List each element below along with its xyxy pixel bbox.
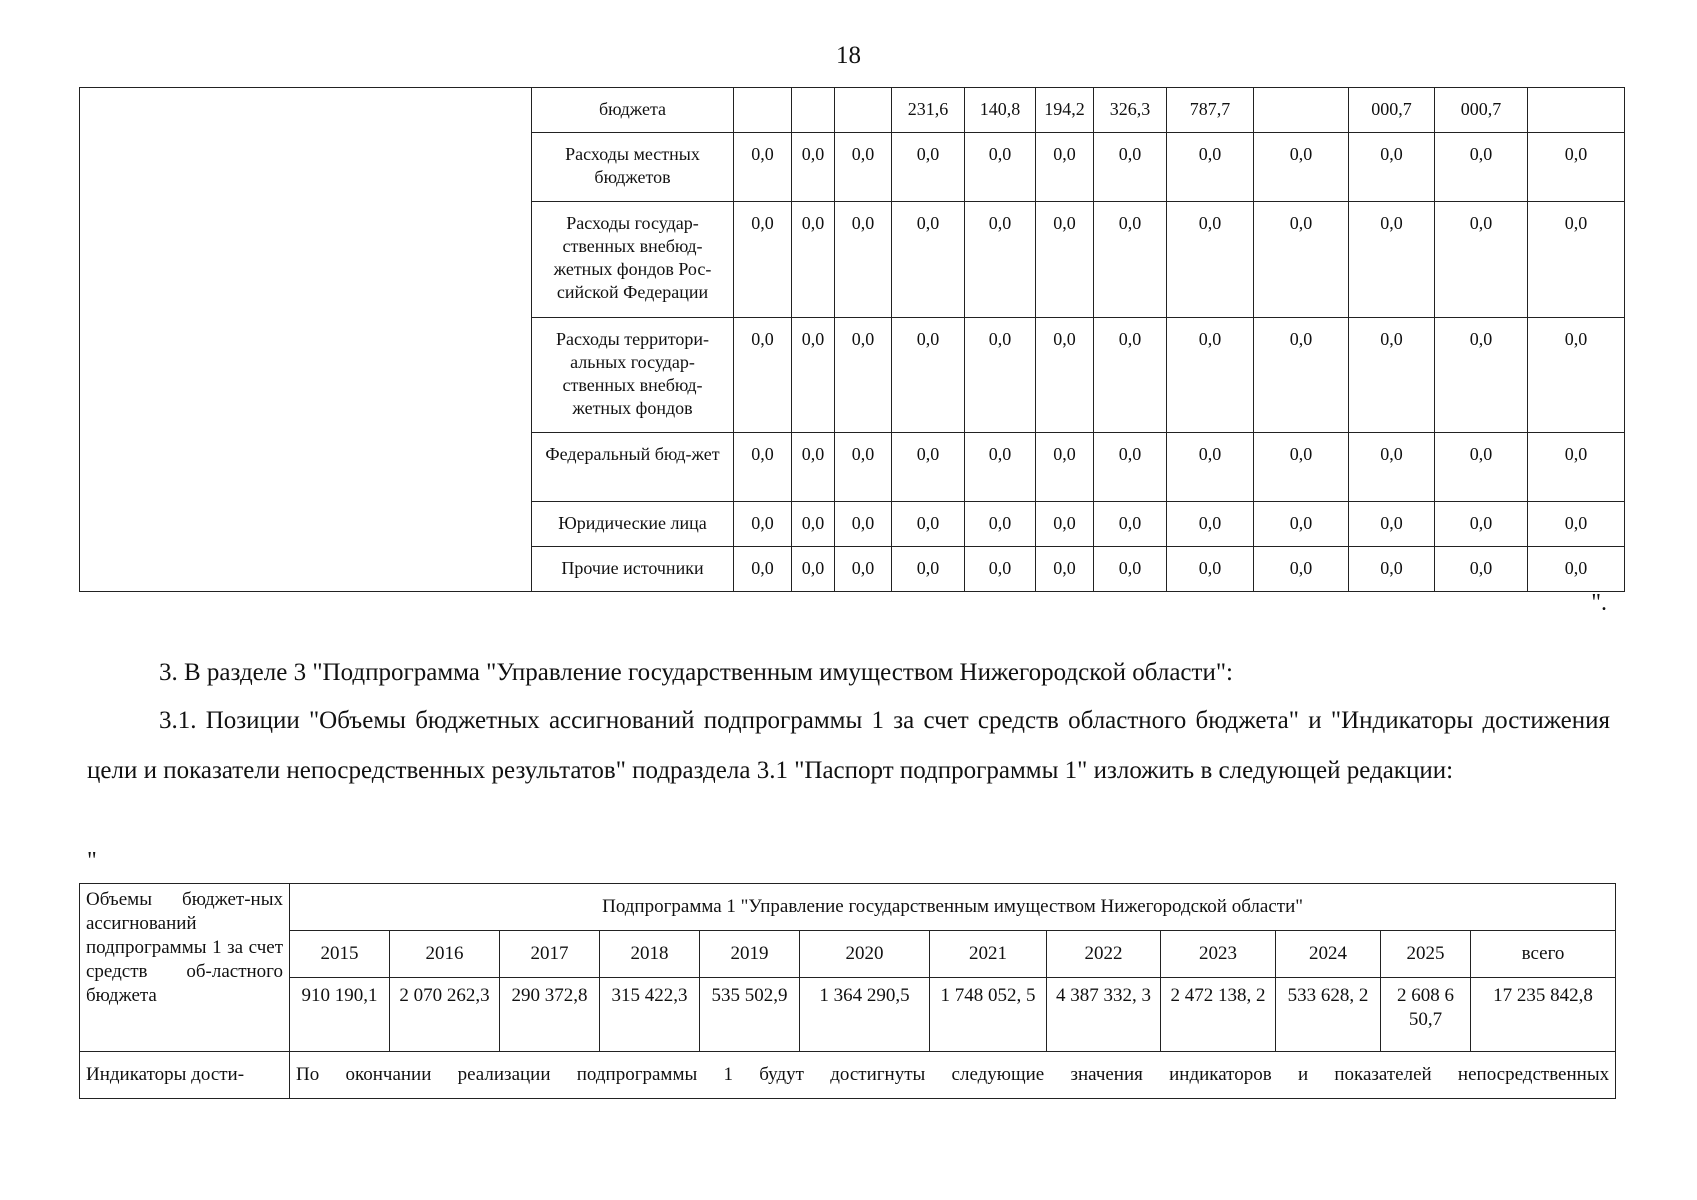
budget-total-value: 17 235 842,8 xyxy=(1471,978,1616,1052)
cell: 0,0 xyxy=(1167,318,1254,433)
cell: 0,0 xyxy=(1036,318,1094,433)
row-label: Расходы государ-ственных внебюд-жетных фондов Рос-сийской Федерации xyxy=(532,202,734,318)
cell: 0,0 xyxy=(792,318,835,433)
cell: 0,0 xyxy=(1036,502,1094,547)
cell: 0,0 xyxy=(1094,547,1167,592)
cell: 0,0 xyxy=(965,133,1036,202)
table-row xyxy=(80,931,1616,978)
cell: 0,0 xyxy=(734,318,792,433)
cell: 787,7 xyxy=(1167,88,1254,133)
row-label: бюджета xyxy=(532,88,734,133)
cell: 0,0 xyxy=(1036,133,1094,202)
year-header: 2017 xyxy=(500,931,600,978)
cell: 0,0 xyxy=(1349,547,1435,592)
year-header: 2019 xyxy=(700,931,800,978)
cell: 0,0 xyxy=(1036,433,1094,502)
row-label: Расходы территори-альных государ-ственных внебюд-жетных фондов xyxy=(532,318,734,433)
cell: 0,0 xyxy=(1254,547,1349,592)
year-header: 2018 xyxy=(600,931,700,978)
cell: 0,0 xyxy=(792,202,835,318)
budget-value: 4 387 332, 3 xyxy=(1047,978,1161,1052)
cell: 0,0 xyxy=(1435,547,1528,592)
cell: 0,0 xyxy=(1349,318,1435,433)
budget-value: 535 502,9 xyxy=(700,978,800,1052)
cell: 0,0 xyxy=(835,133,892,202)
cell: 0,0 xyxy=(965,502,1036,547)
cell: 0,0 xyxy=(1528,202,1625,318)
cell: 0,0 xyxy=(1254,318,1349,433)
cell: 0,0 xyxy=(1254,202,1349,318)
year-header: 2015 xyxy=(290,931,390,978)
cell: 0,0 xyxy=(1167,202,1254,318)
row-label: Федеральный бюд-жет xyxy=(532,433,734,502)
budget-value: 1 748 052, 5 xyxy=(930,978,1047,1052)
budget-value: 315 422,3 xyxy=(600,978,700,1052)
cell: 0,0 xyxy=(1435,318,1528,433)
year-header: 2025 xyxy=(1381,931,1471,978)
cell xyxy=(835,88,892,133)
year-header: 2020 xyxy=(800,931,930,978)
cell: 0,0 xyxy=(892,133,965,202)
budget-value: 1 364 290,5 xyxy=(800,978,930,1052)
cell: 0,0 xyxy=(1167,433,1254,502)
cell: 0,0 xyxy=(965,547,1036,592)
passport-table xyxy=(79,883,1616,1099)
cell xyxy=(792,88,835,133)
cell: 0,0 xyxy=(835,502,892,547)
budget-value: 2 608 6 50,7 xyxy=(1381,978,1471,1052)
cell: 0,0 xyxy=(1435,433,1528,502)
cell: 0,0 xyxy=(892,318,965,433)
cell: 0,0 xyxy=(734,133,792,202)
budget-volume-label: Объемы бюджет-ных ассигнований подпрограммы 1 за счет средств об-ластного бюджета xyxy=(80,884,290,1052)
cell: 0,0 xyxy=(1349,502,1435,547)
year-header: 2021 xyxy=(930,931,1047,978)
cell: 0,0 xyxy=(1094,202,1167,318)
year-header: 2024 xyxy=(1276,931,1381,978)
total-header: всего xyxy=(1471,931,1616,978)
cell: 0,0 xyxy=(734,547,792,592)
budget-value: 290 372,8 xyxy=(500,978,600,1052)
table-row xyxy=(80,978,1616,1052)
cell: 0,0 xyxy=(892,202,965,318)
cell: 0,0 xyxy=(734,433,792,502)
cell: 0,0 xyxy=(792,547,835,592)
cell: 000,7 xyxy=(1435,88,1528,133)
cell: 140,8 xyxy=(965,88,1036,133)
indicators-label: Индикаторы дости- xyxy=(80,1052,290,1099)
cell: 0,0 xyxy=(1435,202,1528,318)
budget-value: 2 070 262,3 xyxy=(390,978,500,1052)
cell: 0,0 xyxy=(734,502,792,547)
cell: 326,3 xyxy=(1094,88,1167,133)
cell: 0,0 xyxy=(1528,433,1625,502)
cell: 0,0 xyxy=(1528,502,1625,547)
cell: 0,0 xyxy=(1167,547,1254,592)
empty-merged-cell xyxy=(80,88,532,592)
table-row xyxy=(80,1052,1616,1099)
cell: 0,0 xyxy=(835,547,892,592)
cell: 0,0 xyxy=(792,502,835,547)
budget-value: 2 472 138, 2 xyxy=(1161,978,1276,1052)
cell xyxy=(734,88,792,133)
cell: 0,0 xyxy=(1349,202,1435,318)
indicators-text: По окончании реализации подпрограммы 1 будут достигнуты следующие значения индикаторов и показателей непосредственных xyxy=(290,1052,1616,1099)
cell: 0,0 xyxy=(1349,433,1435,502)
cell: 0,0 xyxy=(892,547,965,592)
cell: 0,0 xyxy=(1528,318,1625,433)
cell: 0,0 xyxy=(1254,133,1349,202)
cell: 0,0 xyxy=(1094,433,1167,502)
open-quote: " xyxy=(87,848,97,874)
cell: 0,0 xyxy=(1094,318,1167,433)
cell: 0,0 xyxy=(965,318,1036,433)
cell: 0,0 xyxy=(965,202,1036,318)
cell: 0,0 xyxy=(1528,547,1625,592)
year-header: 2016 xyxy=(390,931,500,978)
cell: 0,0 xyxy=(792,133,835,202)
cell xyxy=(1528,88,1625,133)
cell: 0,0 xyxy=(1036,547,1094,592)
page-number: 18 xyxy=(836,42,861,69)
cell: 0,0 xyxy=(1528,133,1625,202)
budget-value: 533 628, 2 xyxy=(1276,978,1381,1052)
budget-value: 910 190,1 xyxy=(290,978,390,1052)
cell: 0,0 xyxy=(965,433,1036,502)
year-header: 2022 xyxy=(1047,931,1161,978)
cell: 0,0 xyxy=(734,202,792,318)
table-row xyxy=(80,884,1616,931)
cell: 0,0 xyxy=(1254,502,1349,547)
cell: 194,2 xyxy=(1036,88,1094,133)
cell: 0,0 xyxy=(1094,133,1167,202)
row-label: Юридические лица xyxy=(532,502,734,547)
row-label: Прочие источники xyxy=(532,547,734,592)
cell: 231,6 xyxy=(892,88,965,133)
cell: 0,0 xyxy=(892,433,965,502)
cell: 0,0 xyxy=(835,433,892,502)
cell: 0,0 xyxy=(892,502,965,547)
funding-sources-table xyxy=(79,87,1625,592)
cell: 0,0 xyxy=(1036,202,1094,318)
cell: 0,0 xyxy=(1349,133,1435,202)
cell: 0,0 xyxy=(1435,133,1528,202)
row-label: Расходы местных бюджетов xyxy=(532,133,734,202)
cell: 0,0 xyxy=(835,202,892,318)
cell: 0,0 xyxy=(1254,433,1349,502)
cell: 0,0 xyxy=(1094,502,1167,547)
cell: 0,0 xyxy=(1167,502,1254,547)
table-row xyxy=(80,88,1625,133)
year-header: 2023 xyxy=(1161,931,1276,978)
cell: 0,0 xyxy=(1435,502,1528,547)
cell: 000,7 xyxy=(1349,88,1435,133)
table-close-quote: ". xyxy=(1591,590,1607,616)
cell: 0,0 xyxy=(1167,133,1254,202)
section-paragraph: 3. В разделе 3 "Подпрограмма "Управление государственным имуществом Нижегородской области": xyxy=(159,659,1233,686)
cell: 0,0 xyxy=(835,318,892,433)
cell xyxy=(1254,88,1349,133)
subprogram-header: Подпрограмма 1 "Управление государственным имуществом Нижегородской области" xyxy=(290,884,1616,931)
cell: 0,0 xyxy=(792,433,835,502)
subsection-paragraph: 3.1. Позиции "Объемы бюджетных ассигнований подпрограммы 1 за счет средств областного бюджета" и "Индикаторы достижения цели и показатели непосредственных результатов" подраздела 3.1 "Паспорт подпрограммы 1" изложить в следующей редакции: xyxy=(87,707,1610,784)
